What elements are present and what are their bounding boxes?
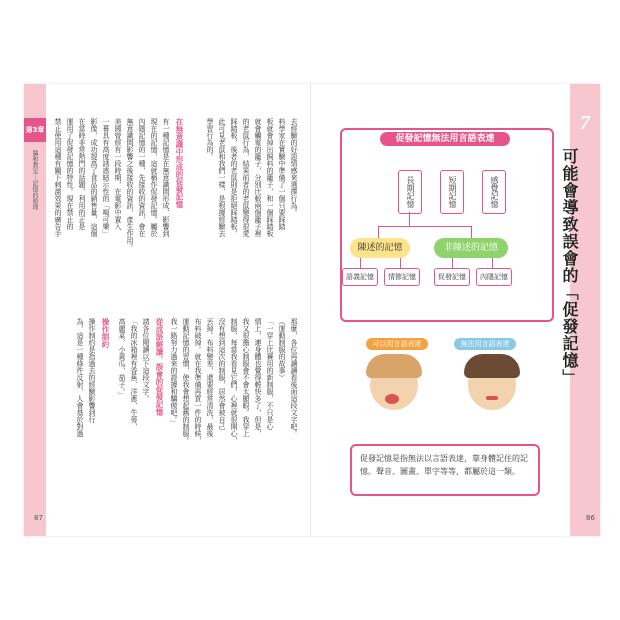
sensory-memory-box: 感覺記憶 xyxy=(482,170,506,214)
text-line: 丟掉。布料變差，還要經常清洗，最後 xyxy=(206,318,214,437)
chapter-title: 可能會導致誤會的「促發記憶」 xyxy=(560,148,579,386)
declarative-memory: 陳述的記憶 xyxy=(350,238,410,258)
text-line: 有一種記憶是在無意識間形成、影響到 xyxy=(162,118,170,237)
page-number-right: 86 xyxy=(586,514,595,522)
section-heading: 在無意識中形成的促發記憶 xyxy=(175,118,184,208)
chapter-running-title: 腦和教室－記憶的原理 xyxy=(31,150,38,211)
section-heading: 從成語解讀，誤會的促發記憶 xyxy=(155,318,164,416)
episodic-memory-box: 情節記憶 xyxy=(384,268,420,286)
connector xyxy=(492,258,493,268)
text-line: 一幕具有高度誘惑暗示性的「喝可樂」 xyxy=(102,118,110,237)
text-line: 現在的記憶，這就稱作促發記憶。屬於 xyxy=(150,118,158,237)
text-line: 踩踏板，後者的老鼠則是拒絕踩踏板， xyxy=(230,118,238,237)
page-number-left: 87 xyxy=(34,514,43,522)
connector xyxy=(409,212,410,226)
connector xyxy=(360,258,361,268)
text-line: 禁止使用這種有關下刺激效果的廣告手 xyxy=(54,118,62,237)
text-line: 運用了促發記憶的特性。現在禁止的 xyxy=(66,118,74,230)
text-line: 內隱記憶的一種，先接收的資訊，會在 xyxy=(138,118,146,237)
text-line: 此可見老鼠和我們一樣，是根據經驗去 xyxy=(218,118,226,237)
diagram-title: 促發記憶無法用言語表達 xyxy=(380,132,510,146)
text-line: 影像，成功提高了食品的銷售量，這個 xyxy=(90,118,98,237)
priming-memory-box: 促發記憶 xyxy=(434,268,470,286)
text-line: 料學家在實驗中準備了一個只要踩踏 xyxy=(278,118,286,230)
text-line: 那麼，各位再讀讀看後面這段文字吧。 xyxy=(290,318,298,437)
connector xyxy=(452,258,453,268)
long-term-memory-box: 長期記憶 xyxy=(398,170,422,214)
text-line: 情上，連身體也覺得輕快多了，但是， xyxy=(254,318,262,437)
nonverbal-bubble: 無法用言語表達 xyxy=(454,338,516,350)
gutter xyxy=(310,84,311,536)
text-line: 高麗菜、小黃瓜、茄子。」 xyxy=(118,318,126,399)
text-line: 「一穿上比賽用的新制服，不只是心 xyxy=(266,318,274,430)
text-line: 美國曾經有一段時期，在電影中置入 xyxy=(114,118,122,230)
text-line: 的老鼠行為，結果前者的老鼠變得很愛 xyxy=(242,118,250,237)
text-line: 學習行為的。 xyxy=(206,118,214,160)
text-line: 去經驗的好惡情感來選擇行為。 xyxy=(290,118,298,216)
text-line: 制服，每當我看見它們，心裡就很開心， xyxy=(230,318,238,444)
text-line: 請各位閱讀以下這段文字。 xyxy=(142,318,150,402)
connector xyxy=(471,226,472,238)
short-term-memory-box: 短期記憶 xyxy=(440,170,464,214)
text-line: 無意識間影響之後接收的資訊，產生作用。 xyxy=(126,118,134,251)
text-line: 在當時非常熱門的話題，利用的正是 xyxy=(78,118,86,230)
diagram-panel xyxy=(340,128,554,322)
text-line: 布料破掉。就在我準備再買一件的時候， xyxy=(194,318,202,444)
verbal-bubble: 可以用言語表達 xyxy=(366,338,428,350)
text-line: 板就會掉出飼料的籠子，和一個踩踏板 xyxy=(266,118,274,237)
connector xyxy=(400,258,401,268)
text-line: 「我的冰箱裡有香蕉、洋蔥、牛蒡， xyxy=(130,318,138,430)
text-line: （運動制服的故事） xyxy=(278,318,286,381)
section-heading: 操作制約 xyxy=(101,318,110,348)
chapter-number: 7 xyxy=(580,112,590,134)
text-line: 就會觸電的籠子，分別比較兩個籠子裡 xyxy=(254,118,262,237)
text-line: 運動記憶的習慣，使我會想起舊的制服。 xyxy=(182,318,190,444)
chapter-badge: 第3章 xyxy=(24,118,46,142)
text-line: 我又很擔心制服會不會太顯眼。我穿上 xyxy=(242,318,250,437)
text-line: 沒有想到這次的制服，居然會被自己 xyxy=(218,318,226,430)
text-line: 為，這是一種條件反射，人會基於對過 xyxy=(76,318,84,437)
implicit-memory-box: 內隱記憶 xyxy=(476,268,512,286)
text-line: 我一路努力過來的證據和驕傲吧。」 xyxy=(170,318,178,427)
connector xyxy=(378,226,472,227)
semantic-memory-box: 語義記憶 xyxy=(342,268,378,286)
caption-box: 促發記憶是指無法以言語表達，靠身體記住的記憶。聲音、圖畫、單字等等，都屬於這一類。 xyxy=(350,444,540,496)
nondeclarative-memory: 非陳述的記憶 xyxy=(434,238,508,258)
connector xyxy=(378,226,379,238)
text-line: 操作制約是指過去的經驗影響到行 xyxy=(88,318,96,423)
